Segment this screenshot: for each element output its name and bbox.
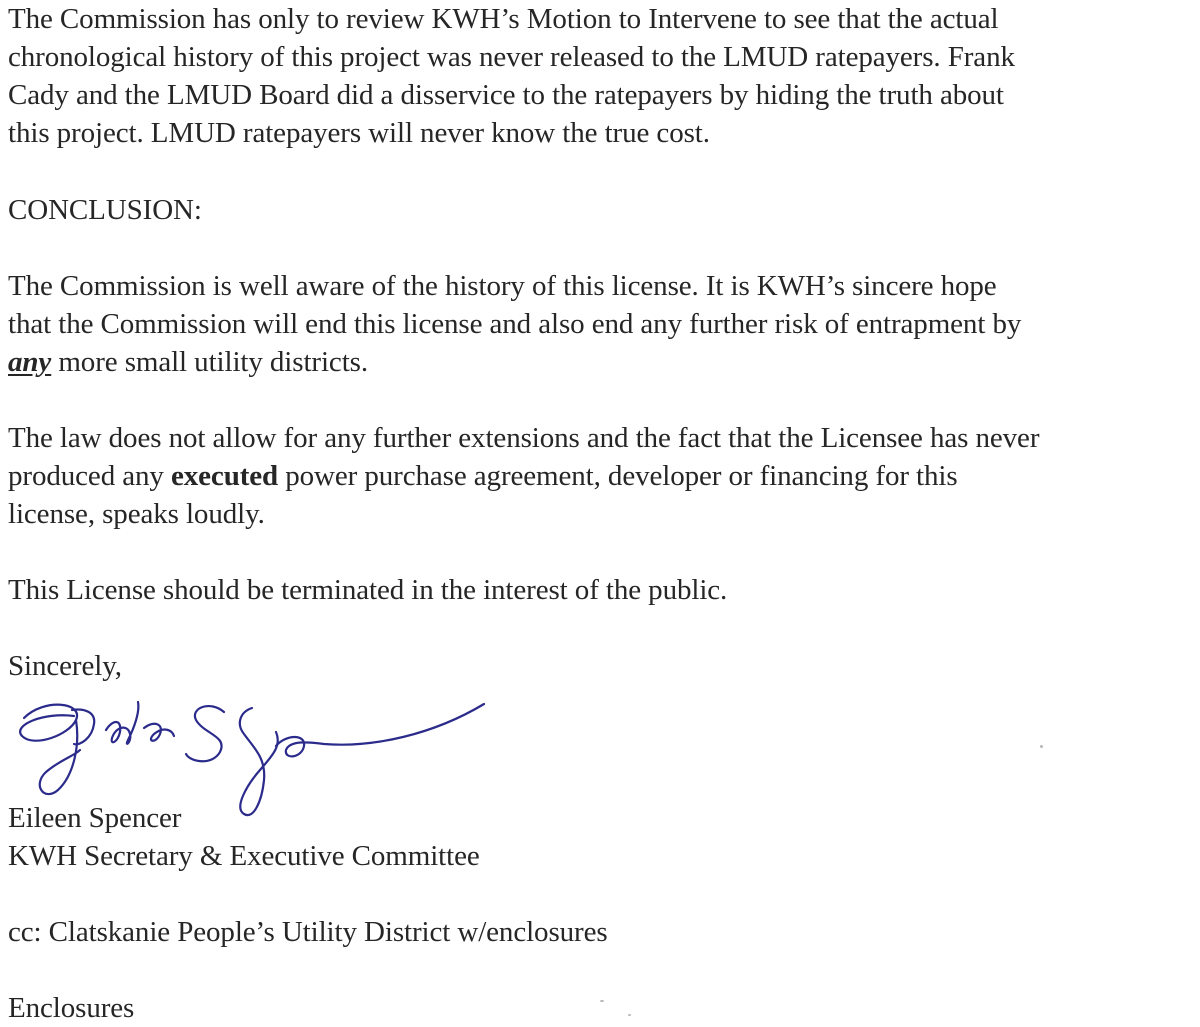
scan-speck xyxy=(1040,745,1043,748)
body-paragraph-line: license, speaks loudly. xyxy=(8,498,265,530)
body-paragraph-line: The law does not allow for any further extensions and the fact that the Licensee has never xyxy=(8,422,1040,454)
body-paragraph-line xyxy=(8,343,368,381)
signer-name: Eileen Spencer xyxy=(8,802,182,834)
body-paragraph-line: This License should be terminated in the interest of the public. xyxy=(8,574,728,606)
body-paragraph-line: this project. LMUD ratepayers will never know the true cost. xyxy=(8,117,710,149)
body-paragraph-line: chronological history of this project was never released to the LMUD ratepayers. Frank xyxy=(8,41,1015,73)
body-paragraph-line: Cady and the LMUD Board did a disservice to the ratepayers by hiding the truth about xyxy=(8,79,1004,111)
body-text: produced any xyxy=(8,460,171,492)
body-paragraph-line: The Commission has only to review KWH’s Motion to Intervene to see that the actual xyxy=(8,3,999,35)
bold-text: executed xyxy=(170,460,279,492)
enclosures-label: Enclosures xyxy=(8,992,135,1024)
signer-title: KWH Secretary & Executive Committee xyxy=(8,840,480,872)
body-paragraph-line: that the Commission will end this license and also end any further risk of entrapment by xyxy=(8,308,1022,340)
body-paragraph-line xyxy=(8,457,958,495)
emphasis-text: any xyxy=(8,346,52,378)
scan-speck xyxy=(628,1014,631,1016)
section-heading: CONCLUSION: xyxy=(8,194,202,226)
body-paragraph-line: The Commission is well aware of the history of this license. It is KWH’s sincere hope xyxy=(8,270,997,302)
body-text: more small utility districts. xyxy=(51,346,368,378)
cc-line: cc: Clatskanie People’s Utility District w/enclosures xyxy=(8,916,608,948)
scan-speck xyxy=(600,1000,604,1002)
body-text: power purchase agreement, developer or financing for this xyxy=(278,460,958,492)
closing-salutation: Sincerely, xyxy=(8,650,122,682)
